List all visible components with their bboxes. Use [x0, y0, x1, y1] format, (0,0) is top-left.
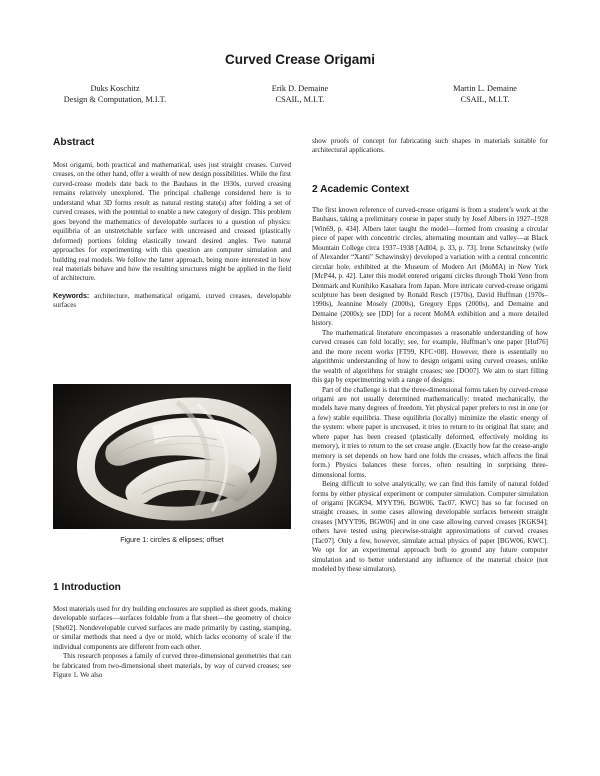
- author-affiliation: CSAIL, M.I.T.: [275, 95, 325, 104]
- left-column: [53, 137, 291, 311]
- academic-context-paragraph-1: The first known reference of curved-crease origami is from a student’s work at the Bauhaus, taking a preliminary course in paper study by Josef Albers in 1927–1928 [Win69, p. 434]. Albers later taught the model—formed from creasing a circular piece of paper with concentric circles, alternating mountain and valley—at Black Mountain College circa 1937–1938 [Adl04, p. 33, p. 73]. Irene Schawinsky (wife of Alexander “Xanti” Schawinsky) developed a variation with a central concentric circular hole, exhibited at the Museum of Modern Art (MoMA) in New York [McP44, p. 42]. Later this model entered origami circles through Thoki Yenn from Denmark and Kunihiko Kasahara from Japan. More intricate curved-crease origami sculpture has been designed by Ronald Resch (1970s), David Huffman (1970s–1990s), Jeannine Mosely (2000s), Gregory Epps (2000s), and Demaine and Demaine (2000s); see [DD] for a recent MoMA exhibition and a more detailed history.: [312, 205, 548, 328]
- introduction-paragraph-1: Most materials used for dry building enclosures are supplied as sheet goods, making developable surfaces—surfaces foldable from a flat sheet—the geometry of choice [She02]. Nondevelopable curved surfaces are made primarily by casting, stamping, or similar methods that need a dye or mold, which lacks economy of scale if the individual components are different from each other.: [53, 605, 291, 651]
- author-name: Erik D. Demaine: [271, 84, 329, 93]
- right-column: [312, 137, 548, 575]
- keywords-list: architecture, mathematical origami, curved creases, developable surfaces: [53, 291, 292, 310]
- author-affiliation: Design & Computation, M.I.T.: [63, 95, 167, 104]
- author-affiliation: CSAIL, M.I.T.: [460, 95, 510, 104]
- figure-1-photo: [53, 384, 291, 529]
- abstract-text: Most origami, both practical and mathematical, uses just straight creases. Curved creases, on the other hand, offer a wealth of new design possibilities. While the first curved-crease models date back to the Bauhaus in the 1930s, curved creasing remains relatively unexplored. The principal challenge considered here is to understand what 3D forms result as natural resting state(s) after folding a set of curved creases, with the potential to enable a new category of design. This problem goes beyond the mathematics of developable surfaces to a question of physics: equilibria of an unstretchable surface with uncreased and creased (plastically deformed) portions folding elastically toward desired angles. Two natural approaches for experimenting with this question are computer simulation and building real models. We follow the latter approach, being more interested in how real materials behave and how the resulting structures might be applied in the field of architecture.: [53, 161, 291, 283]
- author-koschitz: [30, 83, 200, 105]
- academic-context-heading: 2 Academic Context: [312, 183, 409, 195]
- figure-1-caption: Figure 1: circles & ellipses; offset: [120, 536, 224, 544]
- author-m-demaine: [400, 83, 570, 105]
- introduction-paragraph-2: This research proposes a family of curved three-dimensional geometries that can be fabricated from two-dimensional sheet materials, by way of curved creases; see Figure 1. We also: [53, 652, 291, 680]
- introduction-section: [53, 582, 291, 681]
- academic-context-paragraph-3: Part of the challenge is that the three-dimensional forms taken by curved-crease origami are not usually determined mathematically: treated mechanically, the models have many degrees of freedom. Yet physical paper prefers to rest in one (or a few) stable equilibria. These equilibria (locally) minimize the elastic energy of the system: where paper is uncreased, it tries to return to its original flat state; and where paper has been creased (plastically deformed, effectively molding its memory), it tries to return to the set crease angle. (Exactly how far the crease-angle memory is set depends on how hard one folds the creases, which affects the final form.) Physics balances these forces, often resulting in surprising three-dimensional forms.: [312, 385, 548, 479]
- paper-title: Curved Crease Origami: [224, 52, 376, 67]
- introduction-heading: 1 Introduction: [53, 582, 121, 593]
- abstract-heading: Abstract: [53, 137, 95, 148]
- keywords: [53, 292, 291, 311]
- academic-context-paragraph-2: The mathematical literature encompasses a reasonable understanding of how curved creases can fold locally; see, for example, Huffman’s one paper [Huf76] and the more recent works [FT99, KFC+08]. However, there is essentially no algorithmic understanding of how to design origami using curved creases, unlike the wealth of algorithms for straight creases; see [DO07]. We aim to start filling this gap by experimenting with a range of designs.: [312, 328, 548, 385]
- author-e-demaine: [215, 83, 385, 105]
- keywords-label: Keywords:: [53, 291, 90, 300]
- academic-context-paragraph-4: Being difficult to solve analytically, we can find this family of natural folded forms by either physical experiment or computer simulation. Computer simulation of origami [KGK94, MYYT96, BGW06, Tac07, KWC] has so far focused on straight creases, in some cases allowing developable surfaces between straight creases [MYYT96, BGW06] and in one case allowing curved creases [KGK94]; others have tested using piecewise-straight approximations of curved creases [Tac07]. Only a few, however, simulate actual physics of paper [BGW06, KWC]. We opt for an experimental approach both to ground any future computer simulation and to better understand any influence of the material choice (not modeled by these simulators).: [312, 480, 548, 574]
- author-name: Duks Koschitz: [90, 84, 140, 93]
- author-name: Martin L. Demaine: [453, 84, 517, 93]
- introduction-continued: show proofs of concept for fabricating such shapes in materials suitable for architectural applications.: [312, 137, 548, 155]
- origami-photo-illustration: [53, 384, 291, 529]
